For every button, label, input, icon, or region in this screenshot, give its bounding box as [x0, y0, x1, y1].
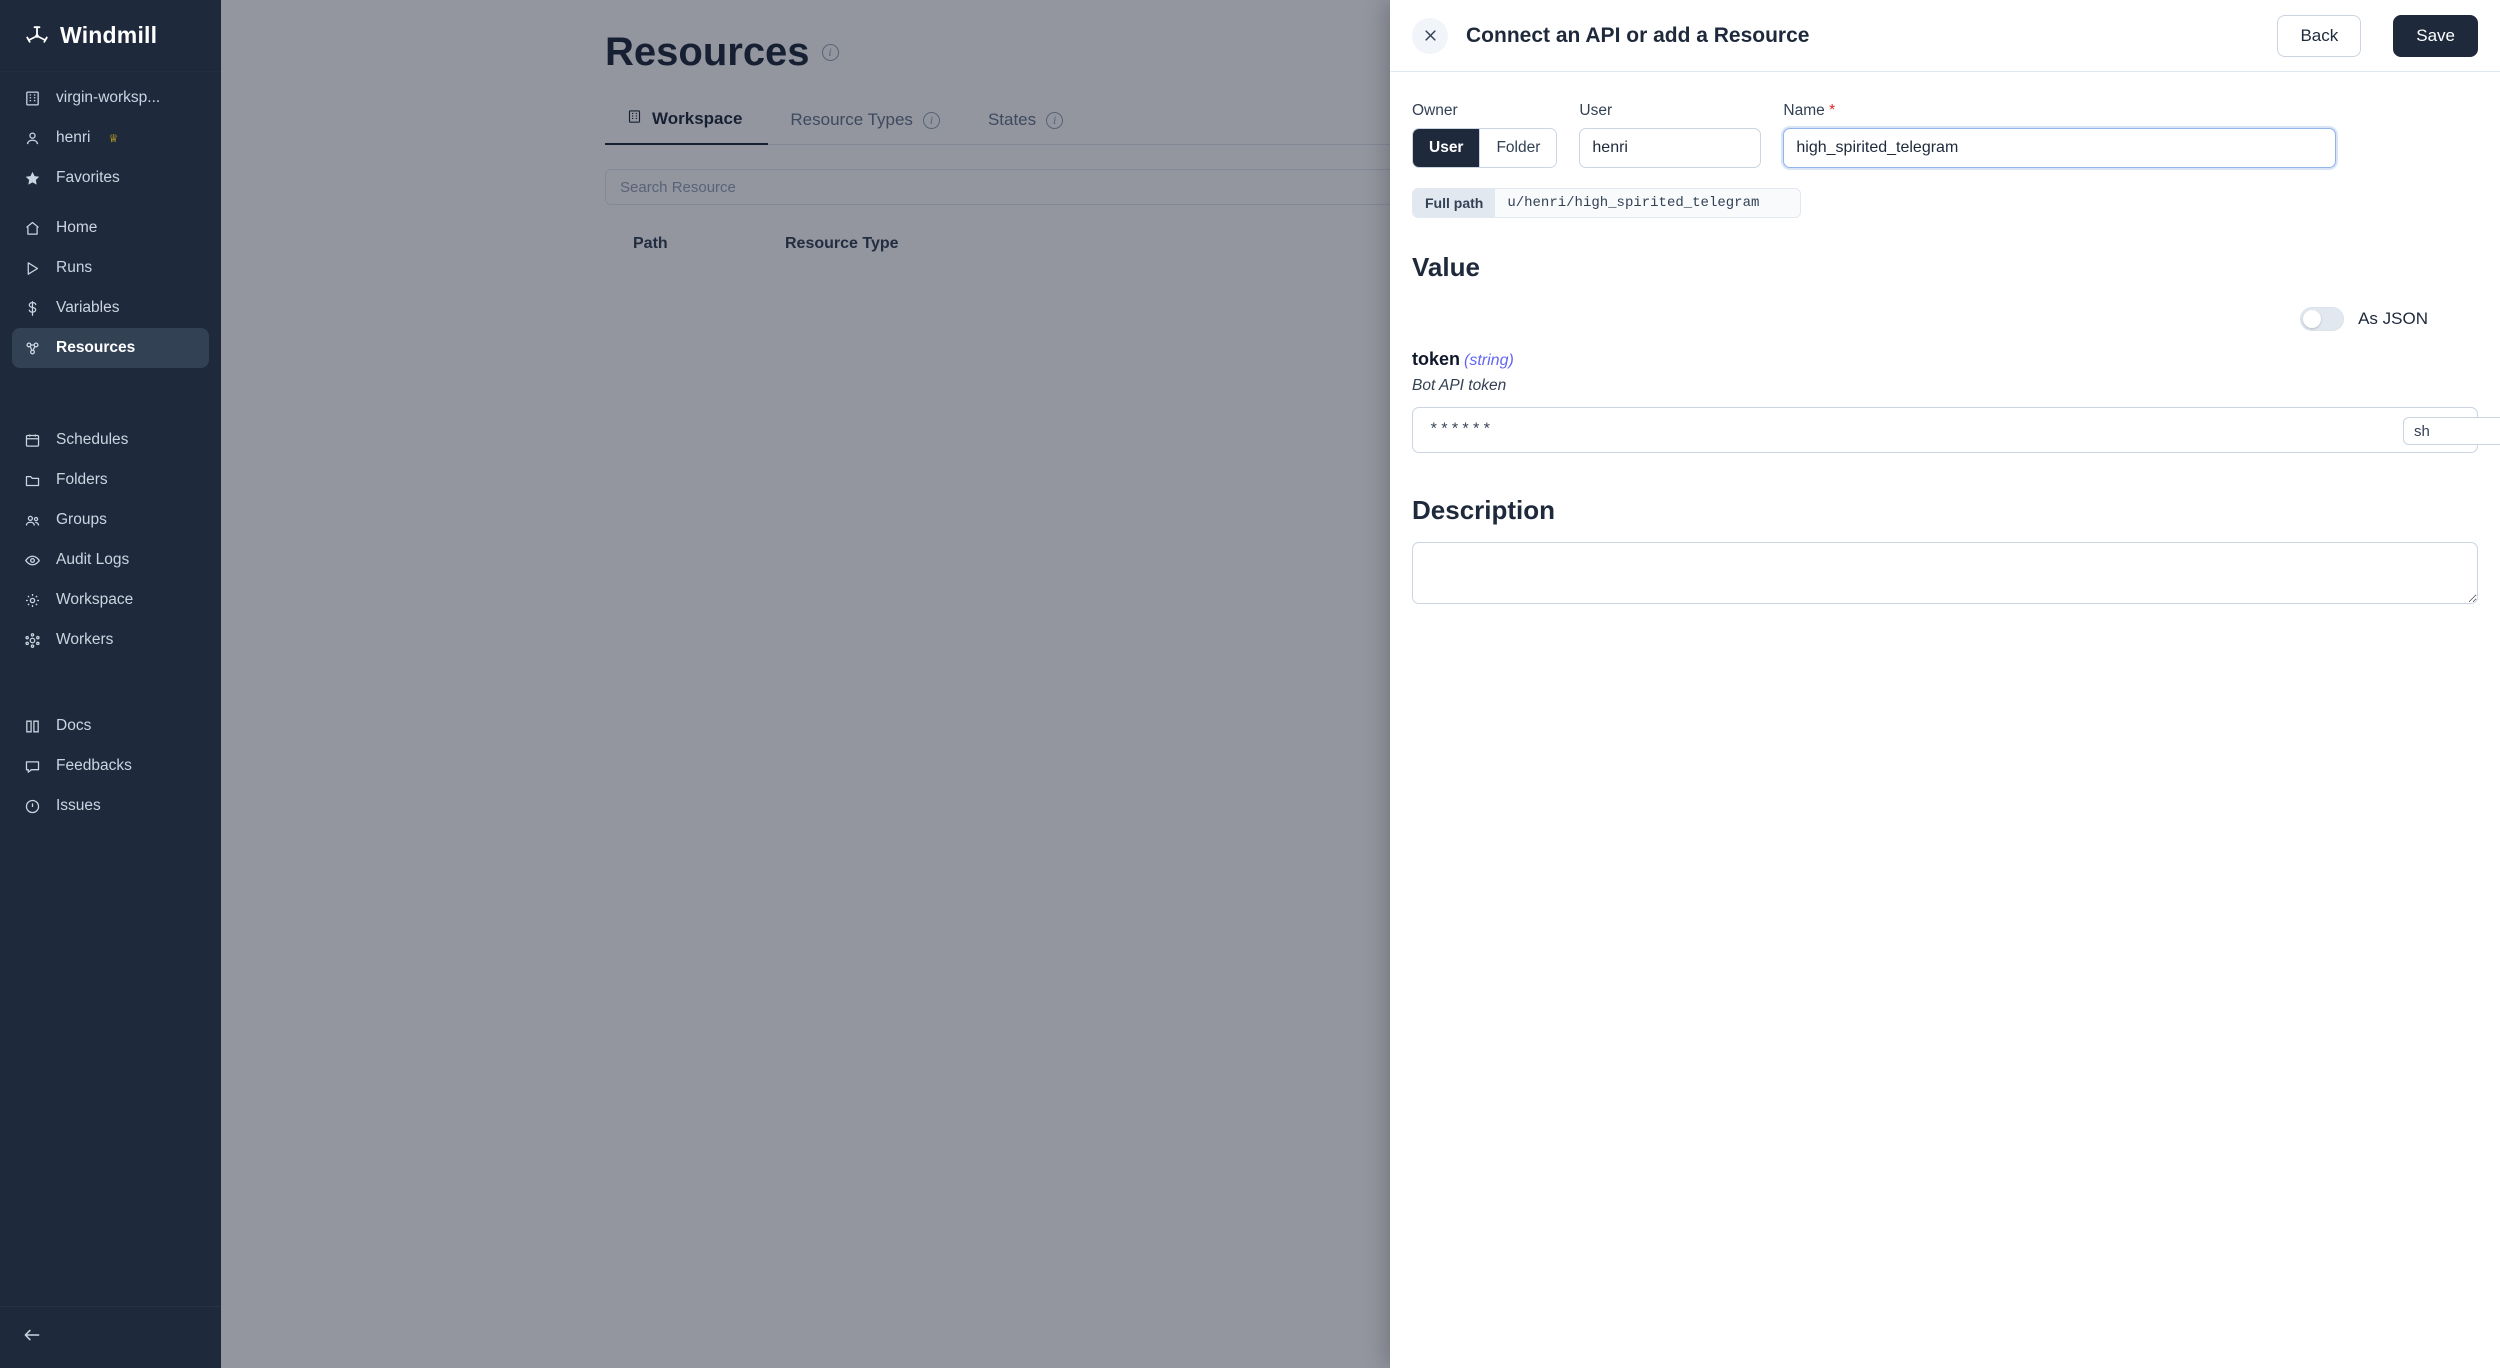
- sidebar-item-label: Feedbacks: [56, 757, 132, 774]
- sidebar-item-label: Schedules: [56, 431, 129, 448]
- windmill-logo-icon: [24, 23, 50, 49]
- sidebar-item-label: Workers: [56, 631, 114, 648]
- crown-icon: ♕: [108, 132, 119, 145]
- message-icon: [22, 756, 42, 776]
- sidebar-item-home[interactable]: [0, 208, 221, 248]
- user-field: [1579, 102, 1761, 168]
- full-path-tag: Full path: [1413, 189, 1495, 217]
- eye-icon: [22, 550, 42, 570]
- sidebar-item-label: Groups: [56, 511, 107, 528]
- sidebar-workspace-selector[interactable]: [0, 78, 221, 118]
- gear-icon: [22, 590, 42, 610]
- toggle-knob: [2303, 310, 2321, 328]
- info-icon[interactable]: i: [822, 44, 839, 61]
- value-section-title: Value: [1412, 252, 1480, 282]
- sidebar-spacer-1: [0, 198, 221, 208]
- owner-segmented-control[interactable]: [1412, 128, 1557, 168]
- description-textarea[interactable]: [1412, 542, 2478, 604]
- name-label: [1783, 102, 2336, 120]
- sidebar-spacer-3: [0, 660, 221, 706]
- as-json-label: As JSON: [2358, 309, 2428, 328]
- name-field: [1783, 102, 2336, 168]
- property-description: Bot API token: [1412, 377, 1507, 394]
- sidebar-item-label: Runs: [56, 259, 93, 276]
- save-button[interactable]: Save: [2393, 15, 2478, 57]
- dollar-icon: [22, 298, 42, 318]
- sidebar-item-label: Favorites: [56, 169, 120, 186]
- sidebar-divider-1: [0, 71, 221, 72]
- show-token-button[interactable]: sh: [2403, 417, 2500, 445]
- drawer-header: [1390, 0, 2500, 72]
- sidebar-item-schedules[interactable]: [0, 420, 221, 460]
- name-label-text: Name: [1783, 102, 1825, 119]
- sidebar-item-docs[interactable]: [0, 706, 221, 746]
- sidebar-item-label: Docs: [56, 717, 92, 734]
- sidebar-item-label: Home: [56, 219, 98, 236]
- sidebar-item-label: Issues: [56, 797, 101, 814]
- sidebar-item-audit-logs[interactable]: [0, 540, 221, 580]
- token-input[interactable]: [1412, 407, 2478, 453]
- sidebar-collapse-button[interactable]: [0, 1306, 221, 1368]
- info-icon[interactable]: i: [1046, 112, 1063, 129]
- property-type: (string): [1464, 352, 1514, 369]
- sidebar-item-resources[interactable]: [12, 328, 209, 368]
- star-icon: [22, 168, 42, 188]
- user-icon: [22, 128, 42, 148]
- sidebar: [0, 0, 221, 1368]
- sidebar-item-label: Resources: [56, 339, 136, 356]
- close-icon[interactable]: [1412, 18, 1448, 54]
- sidebar-item-workspace[interactable]: [0, 580, 221, 620]
- sidebar-item-runs[interactable]: [0, 248, 221, 288]
- owner-option-user[interactable]: User: [1413, 129, 1479, 167]
- brand-logo[interactable]: [0, 0, 221, 71]
- sidebar-item-label: Audit Logs: [56, 551, 130, 568]
- column-header-resource-type: Resource Type: [785, 235, 899, 252]
- property-name: token: [1412, 349, 1461, 369]
- connect-api-drawer: [1390, 0, 2500, 1368]
- owner-field: [1412, 102, 1557, 168]
- user-input[interactable]: [1579, 128, 1761, 168]
- brand-name: Windmill: [60, 22, 158, 48]
- drawer-title: Connect an API or add a Resource: [1466, 23, 1810, 47]
- user-label: User: [1579, 102, 1613, 119]
- info-icon[interactable]: i: [923, 112, 940, 129]
- sidebar-item-issues[interactable]: [0, 786, 221, 826]
- full-path-display: [1412, 188, 1801, 218]
- tab-label: Resource Types: [790, 110, 913, 129]
- property-token: [1412, 349, 2464, 370]
- as-json-row: [1412, 307, 2464, 331]
- sidebar-user-label: henri: [56, 129, 91, 146]
- sidebar-item-workers[interactable]: [0, 620, 221, 660]
- owner-option-folder[interactable]: Folder: [1480, 129, 1556, 167]
- description-section-title: Description: [1412, 495, 1556, 525]
- drawer-body: [1390, 72, 2500, 1368]
- arrow-left-icon: [22, 1325, 42, 1350]
- tab-label: Workspace: [652, 109, 743, 128]
- sidebar-flex-spacer: [0, 826, 221, 1306]
- sidebar-item-feedbacks[interactable]: [0, 746, 221, 786]
- calendar-icon: [22, 430, 42, 450]
- sidebar-item-variables[interactable]: [0, 288, 221, 328]
- sidebar-user-menu[interactable]: [0, 118, 221, 158]
- required-marker: *: [1829, 102, 1836, 119]
- groups-icon: [22, 510, 42, 530]
- column-header-path: Path: [633, 235, 668, 252]
- name-input[interactable]: [1783, 128, 2336, 168]
- sidebar-item-favorites[interactable]: [0, 158, 221, 198]
- sidebar-item-groups[interactable]: [0, 500, 221, 540]
- play-icon: [22, 258, 42, 278]
- workers-icon: [22, 630, 42, 650]
- sidebar-item-label: Variables: [56, 299, 120, 316]
- token-masked-value: ******: [1429, 421, 1493, 439]
- building-icon: [22, 88, 42, 108]
- tab-label: States: [987, 110, 1037, 129]
- sidebar-workspace-label: virgin-worksp...: [56, 89, 161, 106]
- back-button[interactable]: Back: [2277, 15, 2361, 57]
- sidebar-spacer-2: [0, 368, 221, 420]
- owner-user-name-row: [1412, 102, 2464, 168]
- sidebar-item-label: Workspace: [56, 591, 134, 608]
- home-icon: [22, 218, 42, 238]
- folder-icon: [22, 470, 42, 490]
- book-icon: [22, 716, 42, 736]
- owner-label: Owner: [1412, 102, 1458, 119]
- resources-icon: [22, 338, 42, 358]
- sidebar-item-folders[interactable]: [0, 460, 221, 500]
- sidebar-item-label: Folders: [56, 471, 108, 488]
- full-path-value: u/henri/high_spirited_telegram: [1495, 189, 1800, 217]
- issues-icon: [22, 796, 42, 816]
- page-title: Resources: [605, 30, 810, 74]
- search-placeholder: Search Resource: [620, 178, 736, 196]
- as-json-toggle[interactable]: [2300, 307, 2344, 331]
